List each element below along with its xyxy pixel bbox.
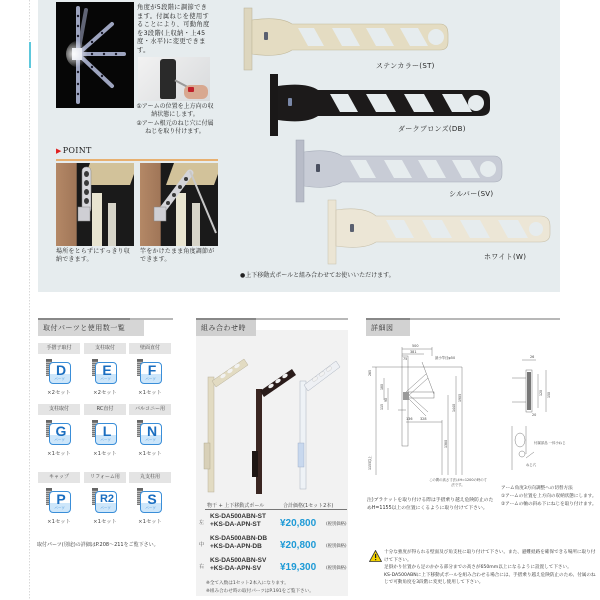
dim-h1: 1155以上 [368, 455, 372, 470]
bracket-shape [160, 59, 176, 99]
part-quantity: ×2セット [93, 390, 117, 396]
part-category: リフォーム用 [84, 472, 126, 483]
arm-adjust-step-2: ②アームの軸の斜め下にねじを取り付けます。 [501, 501, 597, 507]
point-photo-angled [140, 163, 218, 246]
combo-price: ¥20,800 [280, 518, 317, 529]
detail-dimension-drawing [362, 340, 598, 475]
part-e-icon: E パーツ [92, 359, 118, 385]
dim-width-inner: 381 [410, 350, 417, 354]
combo-price: ¥20,800 [280, 540, 317, 551]
dim-d1: 115 [380, 403, 384, 410]
dim-d4: 136 [406, 417, 413, 421]
combo-table-rule [205, 509, 347, 510]
point-underline [56, 159, 218, 161]
part-category: 支柱取付 [84, 343, 126, 354]
combo-header-product: 物干 + 上下移動式ポール [207, 503, 265, 509]
part-l-icon: L パーツ [92, 420, 118, 446]
combo-position: 左 [199, 520, 205, 526]
part-item-e [84, 343, 126, 396]
pole-combo-note: ●上下移動式ポールと組み合わせてお使いいただけます。 [240, 272, 395, 279]
part-item-r2 [84, 472, 126, 525]
combo-note-parts: ※組み合わせ時の取付パーツはP.191をご覧下さい。 [206, 589, 314, 594]
point-heading [56, 146, 92, 155]
part-quantity: ×2セット [47, 390, 71, 396]
part-item-d [38, 343, 80, 396]
dim-side-h1: 120 [539, 389, 543, 396]
color-variants-illustration [240, 4, 560, 266]
part-item-f [129, 343, 171, 396]
part-quantity: ×1セット [47, 519, 71, 525]
range-note: この間の高さ寸法はH=1200の時の寸法です。 [428, 478, 488, 487]
point-photo-stored [56, 163, 134, 246]
part-f-icon: F パーツ [137, 359, 163, 385]
part-quantity: ×1セット [138, 390, 162, 396]
hole-label: ねじ穴 [526, 463, 537, 467]
part-category: キャップ [38, 472, 80, 483]
screw-step-2: ②アーム根元のねじ穴に付属ねじを取り付けます。 [136, 119, 214, 135]
part-quantity: ×1セット [138, 451, 162, 457]
detail-section-title: 詳細図 [366, 320, 410, 336]
part-category: RC直付 [84, 404, 126, 415]
combo-model: KS-DA500ABN-SV +KS-DA-APN-SV [210, 557, 267, 572]
combo-note-quantity: ※全て入数は1セット2本入になります。 [206, 581, 289, 586]
safety-warnings [384, 549, 596, 587]
warning-line-1: 十分な強度が得られる壁面及び角支柱に取り付けて下さい。また、避難経路を確保できる場所に取り付けて下さい。 [384, 550, 596, 563]
dim-offset: 75 [403, 357, 408, 361]
warning-icon [369, 550, 382, 562]
point-title: POINT [62, 146, 92, 155]
part-category: 支柱取付 [38, 404, 80, 415]
part-item-p [38, 472, 80, 525]
part-item-g [38, 404, 80, 457]
combo-db [252, 369, 296, 494]
part-s-icon: S パーツ [137, 488, 163, 514]
part-item-n [129, 404, 171, 457]
combo-section-title: 組み合わせ時 [196, 320, 256, 336]
warning-line-2: 足掛かり位置から足のかかる部分までの高さが650mm以上になるように設置して下さい。 [384, 565, 572, 571]
screwdriver-grip [188, 87, 194, 92]
color-label-st: ステンカラー(ST) [376, 62, 435, 70]
parts-reference-note: 取付パーツ(別途)の詳細はP.208〜211をご覧下さい。 [37, 542, 159, 548]
part-category: バルコニー用 [129, 404, 171, 415]
dim-d2: 90 [384, 397, 388, 402]
dim-pipe: 最小竿径φ50 [435, 356, 456, 360]
part-n-icon: N パーツ [137, 420, 163, 446]
arm-adjust-title: アーム角度3方向調整への切替方法 [501, 486, 573, 491]
arm-adjust-note [501, 485, 599, 508]
triangle-marker-icon: ▶ [56, 147, 62, 155]
combo-row-right [198, 557, 348, 581]
screw-install-steps [136, 103, 214, 136]
combo-price: ¥19,300 [280, 562, 317, 573]
part-g-icon: G パーツ [46, 420, 72, 446]
part-item-s [129, 472, 171, 525]
part-category: 壁面直付 [129, 343, 171, 354]
part-category: 丸支柱用 [129, 472, 171, 483]
combo-position: 右 [199, 564, 205, 570]
part-quantity: ×1セット [138, 519, 162, 525]
combo-row-left [198, 513, 348, 537]
combo-position: 中 [199, 542, 205, 548]
left-dotted-rule [29, 0, 30, 600]
combo-tax-label: (税別価格) [326, 566, 347, 571]
angled-arm-illustration [140, 163, 218, 246]
combo-tax-label: (税別価格) [326, 544, 347, 549]
accessory-label: 付属部品 一体小ねじ [534, 441, 566, 445]
color-label-db: ダークブロンズ(DB) [398, 125, 466, 133]
angle-adjust-description: 角度が5段階に調節できます。付属ねじを使用することにより、可動角度を3段階(上収納・上45度・水平)に変更できます。 [137, 4, 210, 54]
folded-arm-illustration [56, 163, 134, 246]
part-item-l [84, 404, 126, 457]
part-quantity: ×1セット [93, 519, 117, 525]
dim-h2: 1380 [444, 439, 448, 448]
bracket-height-note: 注)ブラケットを取り付ける際は手摺乗り越え危険防止のためH=1155以上の位置にくるように取り付けて下さい。 [367, 498, 494, 511]
combination-illustration [196, 355, 348, 495]
color-label-w: ホワイト(W) [484, 253, 527, 261]
dim-h3: 1440 [452, 403, 456, 412]
angle-adjust-photo [56, 2, 134, 108]
arm-adjust-step-1: ①アームの位置を上方向の収納状態にします。 [501, 493, 597, 499]
left-accent-bar [29, 42, 31, 68]
part-quantity: ×1セット [47, 451, 71, 457]
point-caption-stored: 場所をとらずにすっきり収納できます。 [56, 248, 131, 264]
combo-tax-label: (税別価格) [326, 522, 347, 527]
dim-width-total: 500 [412, 344, 419, 348]
color-label-sv: シルバー(SV) [449, 190, 494, 198]
combo-sv [298, 361, 340, 489]
arm-fan-illustration [56, 2, 134, 108]
dim-arm-height: 265 [368, 369, 372, 376]
point-caption-angled: 竿をかけたまま角度調節ができます。 [140, 248, 215, 264]
dim-bracket-h: 180 [380, 383, 384, 390]
dim-side-b: 20 [532, 413, 537, 417]
warning-line-3: KS-DA500ABNに上下移動式ポールを組み合わせる場合には、手摺乗り越え危険防止のため、付属のねじで可動角度を3段階に変更し使用して下さい。 [384, 572, 596, 586]
dim-h4: 1905 [458, 393, 462, 402]
screw-install-photo [138, 57, 210, 101]
combo-row-center [198, 535, 348, 559]
combo-st [204, 359, 248, 492]
part-category: 手摺子取付 [38, 343, 80, 354]
part-p-icon: P パーツ [46, 488, 72, 514]
parts-section-title: 取付パーツと使用数一覧 [38, 320, 144, 336]
dim-side-h2: 150 [547, 391, 551, 398]
combo-header-price: 合計価格(1セット2本) [283, 503, 334, 509]
part-r2-icon: R2 パーツ [92, 488, 118, 514]
combo-model: KS-DA500ABN-DB +KS-DA-APN-DB [210, 535, 268, 550]
part-quantity: ×1セット [93, 451, 117, 457]
combo-model: KS-DA500ABN-ST +KS-DA-APN-ST [210, 513, 266, 528]
dim-d5: 328 [420, 417, 427, 421]
part-d-icon: D パーツ [46, 359, 72, 385]
screw-step-1: ①アームの位置を上方向の収納状態にします。 [136, 103, 214, 119]
dim-side-w1: 26 [530, 355, 535, 359]
